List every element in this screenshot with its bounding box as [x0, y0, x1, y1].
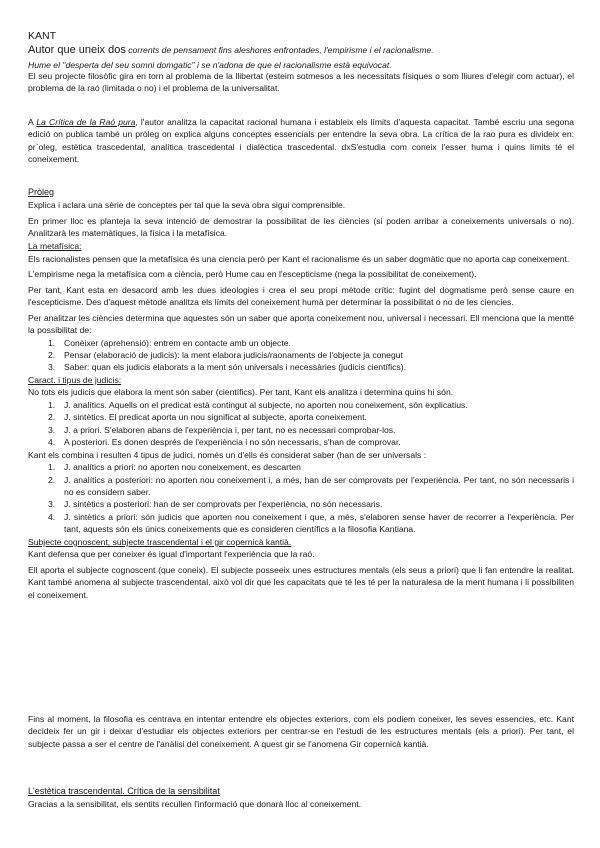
list-text: J. sintètics a priori: són judicis que aporten nou coneixement i que, a més, s'elaboren sense haver de recorrer a l'experiència. Per tant, aquests són els únics coneixements que es consideren científics a la filosofia Kantiana.: [64, 511, 574, 535]
proleg-section: [28, 186, 574, 601]
subjecte-paragraph-2: Ell aporta el subjecte cognoscent (que coneix). El subjecte posseeix unes estructures mentals (els seus a priori) que li fan entendre la realitat. Kant també anomena al subjecte trascendental, això vol dir que les capacitats que té les té per la naturalesa de la ment humana i li possibiliten el coneixement.: [28, 564, 574, 600]
estetica-paragraph: Gracias a la sensibilitat, els sentits recullen l'informació que donarà lloc al coneixement.: [28, 799, 362, 810]
critica-paragraph: [28, 116, 574, 166]
metafisica-paragraph-1: Els racionalistes pensen que la metafísica és una ciencia però per Kant el racionalisme és un saber dogmàtic que no aporta cap coneixement.: [28, 253, 570, 264]
caract-heading: Caract. i tipus de judicis:: [28, 374, 122, 385]
critica-block: [28, 116, 574, 166]
list-number: 3.: [48, 424, 56, 435]
list-text: A posteriori. Es donen després de l'experiència i no són necessaris, s'han de comprovar.: [64, 437, 401, 448]
metafisica-paragraph-2: L'empirisme nega la metafísica com a ciència, però Hume cau en l'escepticisme (nega la possibilitat de coneixement).: [28, 269, 477, 280]
list-text: Saber: quan els judicis elaborats a la ment són universals i necessàries (judicis científics).: [64, 362, 407, 373]
list-number: 1.: [48, 399, 56, 410]
estetica-heading: L'estètica trascendental. Crítica de la sensibilitat: [28, 786, 220, 796]
list-item: [28, 424, 574, 436]
list-item: [28, 511, 574, 536]
list-item: [28, 399, 574, 411]
caract-paragraph: No tots els judicis que elabora la ment són saber (científics). Per tant, Kant els analitza i determina quins hi són.: [28, 387, 454, 398]
list-item: [28, 349, 574, 361]
list-text: J. analítics. Aquells on el predicat està contingut al subjecte, no aporten nou coneixement, són explicatius.: [64, 399, 468, 410]
metafisica-heading: La metafísica:: [28, 241, 82, 252]
judicis-list: [28, 399, 574, 449]
list-number: 4.: [48, 511, 56, 522]
list-number: 4.: [48, 437, 56, 448]
list-text: Pensar (elaboració de judicis): la ment elabora judicis/raonaments de l'objecte ja conegut: [64, 350, 403, 361]
critica-post: , l'autor analitza la capacitat racional humana i estableix els límits d'aquesta capacitat. També escriu una segona edició on publica també un pròleg on explica alguns conceptes essencials per entendre la seva obra. La crítica de la rao pura es divideix en: pr`oleg, estètica trascedental, analítica trascedental i dialèctica trascedental. dxS'estudia com coneix l'esser huma i quins límits té el coneixement.: [28, 117, 574, 165]
list-text: J. sintètics. El predicat aporta un nou significat al subjecte, aporta coneixement.: [64, 412, 367, 423]
intro-block: [28, 70, 574, 95]
critica-pre: A: [28, 117, 37, 127]
list-text: J. analítics a priori: no aporten nou coneixement, es descarten: [64, 462, 301, 473]
list-number: 1.: [48, 337, 56, 348]
list-number: 2.: [48, 474, 56, 485]
proleg-paragraph-2: En primer lloc es planteja la seva intenció de demostrar la possibilitat de les ciències (si poden arribar a coneixements universals o no). Analitzarà les matemàtiques, la física i la metafísica.: [28, 215, 574, 238]
list-text: Conèixer (aprehensió): entrem en contacte amb un objecte.: [64, 337, 291, 348]
list-item: [28, 337, 574, 349]
fins-paragraph: Fins al moment, la filosofia es centrava en intentar entendre els objectes exteriors, com els podiem coneixer, les seves essencies, etc. Kant decideix fer un gir i deixar d'estudiar els objectes exteriors per centrar-se en l'estudi de les estructures mentals (els a priori). Per tant, el subjecte passa a ser el centre de l'anàlisi del coneixement. A quest gir se l'anomena Gir copernicà kantià.: [28, 714, 574, 749]
gir-block: [28, 713, 574, 750]
list-text: J. sintètics a posteriori: han de ser comprovats per l'experiència, no són necessaris.: [64, 499, 383, 510]
mente-list: [28, 337, 574, 374]
estetica-section: [28, 785, 574, 811]
list-number: 2.: [48, 412, 56, 423]
proleg-heading: Pròleg: [28, 187, 55, 197]
list-number: 2.: [48, 350, 56, 361]
subjecte-heading: Subjecte cognoscent, subjecte trascendental i el gir copernicà kantià.: [28, 536, 292, 547]
list-item: [28, 436, 574, 448]
hume-line: Hume el "desperta del seu somni domgatic" i se n'adona de que el racionalisme està equivocat.: [28, 60, 392, 70]
list-item: [28, 474, 574, 499]
list-number: 1.: [48, 462, 56, 473]
list-text: J. a priori. S'elaboren abans de l'experiència i, per tant, no es necessari comprobar-los.: [64, 424, 396, 435]
subjecte-paragraph-1: Kant defensa que per coneixer és igual d'important l'experiència que la raó.: [28, 549, 315, 560]
list-number: 3.: [48, 499, 56, 510]
combina-list: [28, 461, 574, 536]
doc-title: KANT: [28, 30, 57, 42]
list-number: 3.: [48, 362, 56, 373]
metafisica-paragraph-4: Per analitzar les ciències determina que aquestes són un saber que aporta coneixement nou, universal i necessari. Ell menciona que la mentté la possibilitat de:: [28, 312, 574, 336]
list-item: [28, 361, 574, 373]
author-line-lead: Autor que uneix dos: [28, 44, 126, 56]
list-item: [28, 461, 574, 473]
proleg-paragraph-1: Explica i aclara una sèrie de conceptes per tal que la seva obra sigui comprensible.: [28, 200, 346, 211]
list-item: [28, 411, 574, 423]
critica-title: La Crítica de la Raó pura: [36, 117, 136, 127]
author-line-italic: corrents de pensament fins aleshores enfrontades, l'empirisme i el racionalisme.: [128, 45, 434, 55]
author-line: [28, 43, 588, 59]
list-item: [28, 498, 574, 510]
combina-paragraph: Kant els combina i resulten 4 tipus de judici, només un d'ells és considerat saber (han de ser universals :: [28, 449, 427, 460]
metafisica-paragraph-3: Per tant, Kant esta en desacord amb les dues ideologies i crea el seu propi mètode crític: fugint del dogmatisme però sense caure en l'escepticisme. Des d'aquest mètode analitza els límits del coneixement humà per determinar la possibilitat o no de les ciencies.: [28, 284, 574, 308]
intro-paragraph: El seu projecte filosòfic gira en torn al problema de la llibertat (esteim sotmesos a les necessitats físiques o som lliures d'elegir com actuar), el problema de la raó (limitada o no) i el problema de la universalitat.: [28, 71, 574, 94]
list-text: J. analítics a posteriori: no aporten nou coneixement i, a més, han de ser comprovats per l'experiència. Per tant, no són necessaris i no es considern saber.: [64, 474, 574, 498]
